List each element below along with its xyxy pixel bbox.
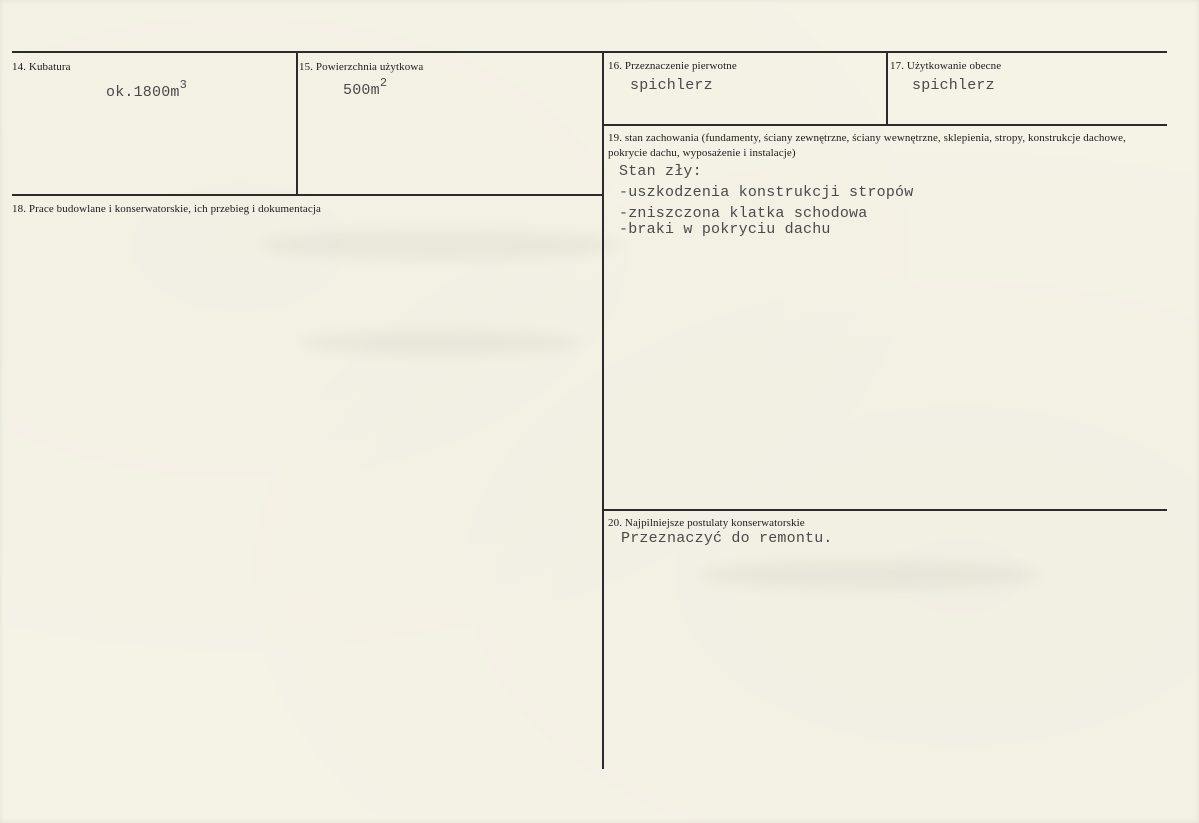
field-15-value	[343, 78, 387, 99]
field-14-value	[106, 80, 187, 101]
paper-stain	[260, 230, 620, 260]
field-19-line-3: -zniszczona klatka schodowa	[619, 205, 868, 222]
top-rule	[12, 51, 1167, 53]
field-14-unit-exponent: 3	[179, 78, 188, 92]
field-15-label: 15. Powierzchnia użytkowa	[299, 61, 424, 73]
field-20-value: Przeznaczyć do remontu.	[621, 530, 833, 547]
field-17-label: 17. Użytkowanie obecne	[890, 60, 1002, 72]
field-19-line-2: -uszkodzenia konstrukcji stropów	[619, 184, 914, 201]
divider-16-17	[886, 53, 888, 125]
left-column-rule	[12, 194, 604, 196]
field-16-value: spichlerz	[630, 77, 713, 94]
divider-14-15	[296, 53, 298, 195]
main-vertical-divider	[602, 53, 604, 769]
field-19-label: 19. stan zachowania (fundamenty, ściany zewnętrzne, ściany wewnętrzne, sklepienia, stropy, konstrukcje dachowe, pokrycie dachu, wyposażenie i instalacje)	[608, 132, 1126, 159]
field-14-value-text: ok.1800m	[106, 84, 180, 101]
paper-stain	[300, 330, 580, 355]
right-column-rule-2	[604, 509, 1167, 511]
field-16-label: 16. Przeznaczenie pierwotne	[608, 60, 737, 72]
field-19-line-1: Stan zły:	[619, 163, 702, 180]
field-20-label: 20. Najpilniejsze postulaty konserwatorskie	[608, 517, 805, 529]
field-18-label: 18. Prace budowlane i konserwatorskie, ich przebieg i dokumentacja	[12, 203, 321, 215]
paper-stain	[700, 560, 1040, 590]
field-19-line-4: -braki w pokryciu dachu	[619, 221, 831, 238]
field-17-value: spichlerz	[912, 77, 995, 94]
field-14-label: 14. Kubatura	[12, 61, 71, 73]
field-15-value-text: 500m	[343, 82, 380, 99]
field-15-unit-exponent: 2	[379, 76, 388, 90]
